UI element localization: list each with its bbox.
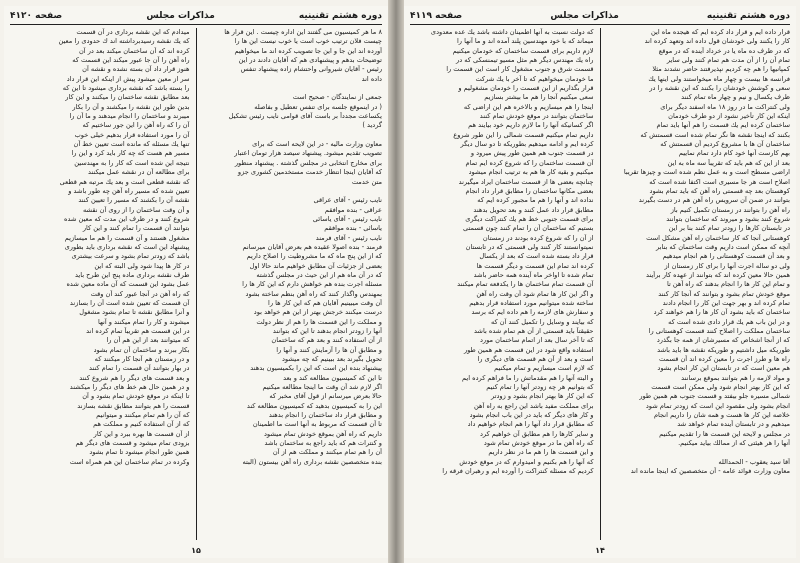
text-line: حقيقتاً بايد قسمتى از آن هم تمام شده باشد [473, 327, 594, 335]
text-line: بعضى از جزئيات آن مطابق خواهيم ماند حالا اول [249, 261, 382, 270]
text-line: آن قسمت كه تعيين شده است آن را بسازند [69, 298, 190, 307]
text-line: تنها يك مسئله كه مانده است تعيين خط آن [73, 140, 190, 149]
text-line [203, 84, 383, 93]
left-page-footer-number: ۱۵ [191, 546, 201, 555]
text-line: كه تا آخر سال بعد از اتمام ساختمان مورد [479, 336, 594, 345]
text-line: پيشنهاد اين است كه نقشه بردارى بايد بطورى [64, 242, 190, 251]
text-line [203, 187, 383, 196]
text-line: و آن وقت ساختمان را از روى آن نقشه [82, 205, 190, 214]
text-line: داريم تمام ميكنيم قسمت شمالى را اين طور شروع [453, 130, 594, 139]
text-line: درست ميكنند خرجش بهتر از اين هم خواهد بود [253, 308, 382, 317]
text-line: لازم داريم براى قسمت ساختمان كه خودمان ميكنيم [452, 46, 594, 55]
text-line: كه از اين پنج ماه كه ما مشروطيت را اصلاح داريم [246, 252, 382, 261]
text-line: اراضى مسطح است و به عمل نظم شده است و چيزها تقريبا [623, 168, 790, 177]
text-line: در اين قسمت هم تقريباً تمام كرده اند [86, 327, 190, 335]
text-line: كه ميتوانند بعد از اين هم آن را [106, 336, 190, 345]
text-line: و در زمستان هم آنجا كار ميكنند كه [94, 355, 190, 364]
text-line: تا اين كه كميسيون مطالعه كند و بعد [283, 373, 382, 382]
text-line: نايب رئيس - آقاى فرمند [315, 233, 382, 242]
text-line: در تابستان كارها را زودتر تمام كنند بنا بر اين [668, 224, 790, 233]
text-line: از آن را كه شروع كرده بودند در زمستان [482, 233, 594, 242]
text-line: تعيين شده كه مسير راه آهن چه طور باشد و [68, 186, 190, 195]
text-line: نداده اند و آنها را هم ما مجبور كرده ايم كه [477, 196, 594, 205]
text-line: پيشنهاد بنده اين است كه اين را بكميسيون بدهند [250, 364, 382, 373]
text-line: تا آن قسمت كه مربوط به آنها است ما اطمينان [252, 420, 382, 429]
text-line: راه آهن را آن جا عبور ميكند اين قسمت كه [72, 56, 190, 65]
text-line: نايب رئيس - آقاى ياسائى [312, 214, 382, 223]
right-header-center: مذاكرات مجلس [550, 11, 619, 21]
column-divider [600, 28, 601, 540]
text-line: آورده اند اين جا و اين جا تصويب كرده اند ما ميخواهيم [234, 46, 382, 55]
text-line: ميدادم كه اين نقشه بردارى در آن قسمت [76, 28, 190, 36]
text-line: در قسمت جنوب هم همين طور پيش ميرود و [470, 149, 594, 158]
text-line: باشد كه زودتر تمام بشود و سرعت بيشترى [71, 252, 190, 261]
text-line: جمعى از نمايندگان - صحيح است [292, 93, 382, 102]
text-line: ساختمان كرده ايم يك قسمت را هم آنها بايد تمام [656, 121, 790, 130]
text-line: آن را هم تمام ميكنند و مملكت هم از آن [272, 448, 382, 457]
text-line: ميكنيم و بقيه كار ها هم به ترتيب انجام ميشود [468, 168, 594, 177]
text-line: شروع كنند بشود و ميروند كه ساختمان بتوانند [666, 214, 790, 223]
text-line: آن قسمت تمام ساختمان ها را يكدفعه تمام ميكنند [457, 280, 594, 289]
text-line: چنانچه بعضى ها از قسمت ساختمان ايراد ميگيرند [458, 177, 594, 186]
text-line: كه يك نقشه رسيدبرداشته اند ك حدودى را معين [58, 37, 190, 46]
text-line: ۸ ما هر كميسيون مى گفتند اين اداره چيست . اين قرار ها [224, 28, 382, 36]
text-line: و مطابق قرار داد ساختمان را انجام بدهند [268, 411, 382, 420]
text-line: بهم كارست آنها خود كام دارد تمام نماييم [678, 149, 790, 158]
text-line: قرار داد بسته شده است كه بعد از يكسال [479, 252, 594, 261]
text-line: و در همين حال هم خط هاى ديگر را ميكشند [69, 383, 190, 392]
text-line: در مجلس و لايحه اين قسمت ها را تقديم ميكنيم [659, 429, 790, 438]
text-line: قسمت شرق و جنوب مشغول كار است اين قسمت را [446, 65, 594, 74]
text-line: تمام كرده اند و بهر جهت اين كار را انجام دادند [662, 298, 790, 307]
left-page-header [10, 8, 382, 25]
text-line: ساختمان بتوانند در موقع خودش تمام كنند [479, 112, 594, 121]
book-gutter [388, 0, 404, 563]
text-line: طوريكه ميل داشتيم و طوريكه نقشه ها بايد باشد [657, 345, 790, 354]
text-line: شروع كنند و در ظرف اين مدت كه معين شده [64, 214, 190, 223]
left-page-column-left [10, 28, 190, 540]
text-line: بمهندس واگذار كنند كه راه آهن بنظم ساخته بشود [245, 289, 382, 298]
text-line: و در اين باب هم يك قرار دادى شده است كه [668, 317, 790, 326]
text-line: سعى و كوشش خودشان را بكنند كه اين نقشه را در [649, 84, 790, 93]
text-line: و تمام اين كار ها را انجام بدهند كه راه آهن تا [666, 280, 790, 289]
text-line: كه نقشه قطعى است و بعد يك مرتبه هم قطعى [59, 177, 190, 186]
text-line: كه در ظرف ده ماه يا در خرداد آينده كه در موقع [658, 46, 790, 55]
text-line: كرديم كه مسئله كنتراكت را آورده ايم و رهبران فرقه را [442, 467, 594, 476]
text-line: كه اين كار بهتر انجام شود ولى ممكن است قسمت [651, 383, 790, 392]
text-line: نايب رئيس - آقاى عراقى [313, 196, 382, 205]
text-line: بكنند كه اينجا نقشه ها نگر تمام شده است قسمتش كه [640, 130, 790, 139]
text-line: بستيم كه ساختمان آن را تمام كنند چون قسمتى [463, 224, 594, 233]
text-line: مسئله اجرت بنده هم خواهش دارم كه اين كار ها را [242, 280, 382, 289]
text-line: ميشوند و كار را تمام ميكنند و آنها [97, 317, 190, 326]
text-line: آن قسمت ساختمان را كه شروع كرده ايم تمام [465, 158, 594, 167]
text-line: و آنرا مطابق نقشه تا تمام بشود مشغول [79, 308, 190, 317]
text-line: تصويب تقديم ميشود. پيشنهاد سيصد هزار تومان اعتبار [234, 149, 382, 158]
text-line: براى مطالعه آن در نقشه عمل ميكنند [88, 168, 190, 177]
text-line: و البته آنها را هم مقدماتش را ما فراهم كرده ايم [462, 373, 594, 382]
text-line [203, 131, 383, 140]
text-line: نميتوانستند كار كنند ولى قسمتى كه در تابستان [465, 242, 594, 251]
text-line: موقع خودش تمام بشود و بتوانند كه آنجا كار كنند [658, 289, 790, 298]
text-line: قرار بگذاريم از اين قسمت را خودمان مشغوليم و [458, 84, 594, 93]
text-line: بعد مطابق نقشه ساختمان را ميكنند و اين كار [65, 93, 190, 102]
text-line: وكرده در تمام ساختمان اين هم همراه است [69, 457, 190, 466]
text-line: و مواد لازمه را هم بتوانند بموقع برسانند [681, 373, 790, 382]
text-line: سعى ميكنيم آنجا را هم ما بيشتر بسازيم [484, 93, 594, 102]
text-line: كه مطابق قرار داد آنها را هم انجام خواهيم داد [467, 420, 594, 429]
text-line: كه بتوانيم هر چه زودتر آنها را تمام كنيم [486, 383, 594, 392]
left-page-column-right [203, 28, 383, 540]
text-line: ياسائى - بنده موافقم [324, 224, 382, 233]
right-page [404, 6, 796, 558]
text-line: بنده متخصصين نقشه بردارى راه آهن بيستون (البته [242, 457, 382, 466]
text-line: راه آهن را بتوانند در زمستان تكميل كنيم باز [670, 205, 790, 214]
text-line: راه يك مهندس ديگر هم مثل مسيو تيمنسكى كه در [456, 56, 594, 65]
right-page-column-left [410, 28, 594, 540]
right-page-columns [410, 28, 790, 540]
text-line: كرده ايم و ادامه ميدهيم بطوريكه تا دو سال ديگر [460, 140, 594, 149]
text-line: و سفارش هاى لازمه را هم داده ايم كه برسد [471, 308, 594, 317]
text-line [607, 448, 791, 457]
text-line: طرف نقشه بردارى ماده پنج اين طرح بايد [74, 270, 190, 279]
text-line: در كار ها پيدا شود ولى البته كه اين [94, 261, 190, 270]
text-line: كوهستانى آنجا كه كار ساختمان راه آهن مشكل است [646, 233, 790, 242]
text-line: ولى كنتراكت ما در روز ۱۸ ماه اسفند ديگر براى [660, 102, 790, 111]
right-page-header [410, 8, 790, 25]
text-line: اگر لازم شد آن وقت ما اينجا مطالعه ميكنيم [262, 383, 382, 392]
text-line: كه راه آهن ما در موقع خودش تمام شود [483, 439, 594, 448]
text-line: نتيجه اين شده است كه كار را به مهندسين [74, 158, 190, 167]
text-line: راه ها و طرز اجرت را معين كرده اند آن قسمت [659, 355, 790, 364]
text-line: تحويل بگيرند بعد ببينيم كه چه ميشود [282, 355, 382, 364]
right-header-right: دوره هشتم تقنينيه [706, 11, 790, 21]
text-line: بزودى تمام ميشود و قسمت هاى ديگر هم [75, 439, 190, 448]
text-line: اصلاح است هر جا مسيرى است اكتفا شده است كه [649, 177, 790, 186]
text-line: ساختمان كه بايد بشود آن كار ها را هم خواهند كرد [653, 308, 790, 317]
text-line: بعد از اين كه هم بايد كه تقريباً سه ماه به اين [667, 158, 790, 167]
right-page-column-right [607, 28, 791, 540]
text-line: ساختمان آن ها با مشروع كرديم آن قسمتش كه [660, 140, 790, 149]
text-line: در بهار بتوانند آن قسمت را تمام كنند [88, 364, 190, 373]
text-line: و اگر اين كار ها تمام شود آن وقت راه آهن [476, 289, 594, 298]
text-line: چيست فلان ترتيب خوب است يا خوب نيست اين ها را [234, 37, 382, 46]
text-line: كه آن را هم تمام ميكنند و ميتوانيم [96, 411, 190, 420]
text-line: آقا سيد يعقوب - الحمدالله [718, 457, 790, 466]
text-line: است و بعد از آن هم قسمت هاى ديگرى را [477, 355, 594, 364]
text-line: استفاده واقع شود در اين قسمت هم همين طور [463, 345, 594, 354]
text-line: حالا بعرض ميرسانم از قول آقاى مخبر كه [269, 392, 382, 401]
text-line: تمام آن را از آن مدت هم تمام كنند ولى ساير [666, 56, 790, 65]
text-line: آن وقت ميبينيم آقايان هم كه اين كار ها را [268, 298, 382, 307]
text-line: اگر كسانيكه آنها را ما لازم داريم خود بيايند هم [468, 121, 594, 130]
left-header-right: دوره هشتم تقنينيه [298, 11, 382, 21]
text-line: كه آقايان اينجا انتظار خدمت مستخدمين كشورى جزو [237, 168, 382, 177]
text-line: ما خودمان ميخواهيم كه تا آخر با يك شركت [475, 74, 594, 83]
text-line: بتوانند در ضمن آن سرويس راه آهن هم در دست بگيرند [638, 196, 790, 205]
text-line: و مملكت را اين قسمت ها را هم از نظر دولت [256, 317, 382, 326]
text-line: نقشه آن را بكشند كه مسير را تعيين كنند [78, 196, 190, 205]
text-line: فرانسه ها بيست و چهار ماه ميخواستند ولى اينها يك [648, 74, 790, 83]
text-line: از آن استفاده كنند و بعد هم كه ساختمان [271, 336, 382, 345]
text-line: بعضى مكانها ساختمان را مطابق قرار داد انجام [465, 186, 594, 195]
text-line: براى مملكت مفيد باشد اين راجع به راه آهن [474, 401, 594, 410]
text-line: بدين طور اين نقشه را ميكشند و آن را بكار [72, 102, 190, 111]
text-line: ( در اينموقع جلسه براى تنفس تعطيل و بفاصله [254, 102, 382, 111]
text-line: كه در آن ماه هم از اين حيث در مجلس گذشته [256, 270, 382, 279]
text-line: از آن قسمت ها بهره ببرد و اين كار [93, 429, 190, 438]
text-line: اين را به كميسيون بدهيد كه كميسيون مطالعه كند [246, 401, 382, 410]
text-line: اينجا را هم ميسازيم و بالاخره هم اين اراضى كه [463, 102, 594, 111]
text-line: كه اين كار ها بهتر انجام بشود و زودتر [491, 392, 594, 401]
right-page-footer-number: ۱۴ [595, 546, 605, 555]
text-line: آن را كه راه آهن را اين جور ساختيم كه [82, 121, 190, 130]
text-line: كه آنها را هم بكنيم و اميدوارم كه در موقع خودش [459, 457, 594, 466]
text-line: كه بيايند و وسايل را تكميل كنند آن كه [490, 317, 594, 326]
text-line: گرديد ) [362, 121, 382, 130]
text-line: عمل بشود اين قسمت كه آن ماده معين شده [66, 280, 190, 289]
text-line: قسمت را هم بتوانند مطابق نقشه بسازند [77, 401, 190, 410]
text-line: هم معين است كه در تابستان اين كار انجام بشود [657, 364, 790, 373]
text-line: داريم كه راه آهن بموقع خودش تمام ميشود [264, 429, 382, 438]
text-line: داده اند [361, 74, 382, 83]
text-line: و كار هاى ديگر كه بايد در اين باب انجام بشود [469, 411, 594, 420]
text-line: انجام بشود ولى مقصود اين است كه زودتر تمام شود [645, 401, 790, 410]
text-line: كار را يكنند ولى خودشان قول داده اند وتعهد كرده اند [644, 37, 790, 46]
column-divider [196, 28, 197, 540]
text-line: كه دولت نسبت به آنها اطمينان داشته باشد يك عده معدودى [430, 28, 594, 36]
text-line: كرده اند تمام اين قسمت و ديگر قسمت ها [476, 261, 594, 270]
left-page [4, 6, 388, 558]
left-header-center: مذاكرات مجلس [146, 11, 215, 21]
text-line: ساخته شده ميتوانيم مورد استفاده قرار بدهيم [469, 298, 594, 307]
text-line: را بسته باشد كه نقشه بردارى ميشود تا اين كه [62, 84, 190, 93]
text-line: تا اينكه در موقع خودش تمام بشود و آن [82, 392, 190, 401]
text-line: كه راه آهن در آنجا عبور كند آن وقت [90, 289, 190, 298]
text-line: كمپانيها را هم چه كرديم نپذيرفتند حاضر نشدند مثلا [652, 65, 790, 74]
text-line: ساختمان مملكت را اصلاح كنند قسمت كوهستانى را [648, 327, 790, 335]
left-header-page-number: صفحه ۴۱۲۰ [10, 11, 63, 21]
text-line: شمالى مسيره جلو بيفتد و قسمت جنوب هم همين طور [639, 392, 790, 401]
text-line: مشغول هستند و آن قسمت را هم ما ميسازيم [64, 233, 190, 242]
text-line: آنها را هر هيئتى كه از ممالك بيايد ميكنيم. [678, 439, 790, 448]
text-line: و اين قسمت ها را هم ما در نظر داريم [488, 448, 594, 457]
text-line: و ساير كارها را هم مطابق آن خواهيم كرد [479, 429, 594, 438]
text-line: قرار داده ايم و قرار داد كرده ايم كه هيجده ماه اين [651, 28, 790, 36]
text-line: عراقى - بنده موافقم [324, 205, 382, 214]
text-line: همين حالا معين كرده اند كه بتوانند از عهده كار برآيند [646, 270, 790, 279]
text-line: آنچه كه ممكن است داريم وقت ساختمان كه بنابر [656, 242, 790, 251]
text-line: و بعد قسمت هاى ديگر را هم شروع كنند [79, 373, 190, 382]
text-line: ظرف يكسال و نيم و چهار ماه تمام كنند [681, 93, 790, 102]
left-page-columns [10, 28, 382, 540]
text-line: ولى دو ساله اجرت آنها را براى كار زمستان از [664, 261, 790, 270]
text-line: ميبرند و ساختمان را انجام ميدهند و ما آن را [69, 112, 190, 121]
text-line: و مطابق آن ها را آزمايش كنند و آنها را [276, 345, 382, 354]
text-line: كه از آن استفاده كنيم و مملكت هم [93, 420, 190, 429]
text-line: فرمند - بنده اصولا عقيده هم بعرض آقايان ميرسانم [242, 242, 382, 251]
text-line: تمام شده تا اواخر ماه آينده همه حاضر باشد [473, 270, 594, 279]
text-line: بكار ببرند و ساختمان آن تمام بشود [93, 345, 190, 354]
text-line: معاون وزارت ماليه - در اين لايحه است كه براى [252, 140, 382, 149]
text-line: رئيس - آقايان شيروانى واحتشام زاده پيشنهاد تنفس [240, 65, 382, 74]
text-line: كه از آنجا اشخاص كه مسيرشان از همه جا بگذرد [656, 336, 790, 345]
text-line: آنها را زودتر انجام بدهند تا اين كه بتوانند [272, 327, 382, 335]
text-line: يكساعت مجدداً بر باست آقاى قوامى نايب رئيس تشكيل [228, 112, 382, 121]
text-line: همين طور انجام ميشود تا تمام بشود [89, 448, 190, 457]
text-line: كرده اند كه آن ساختمان ميكند بعد در آن [78, 46, 190, 55]
text-line: ميدهيم و در تابستان آينده تمام خواهد شد [677, 420, 790, 429]
text-line: توضيحات بدهم و پيشنهادى هم كه آقايان دادند در اين [238, 56, 382, 65]
text-line: براى مخارج انتخابى در مجلس گذشته . پيشنهاد منظور [234, 158, 382, 167]
text-line: هنوز قرار داد آن بسته نشده و نقشه آن [82, 65, 190, 74]
text-line: و كنترات هم كه بايد راجع به ساختمان باشد [264, 439, 382, 448]
text-line: آن را مورد استفاده قرار بدهيم خيلى خوب [74, 130, 190, 139]
text-line: اينكه اين كار تأخير نشود از دو طرف خودمان [668, 112, 790, 121]
text-line: كوهستان بعد چه قسمتى راه آهن كه بايد تمام بشود [649, 186, 790, 195]
text-line: كه لازم است ميسازيم و تمام ميكنيم [494, 364, 594, 373]
text-line: و بعد آن قسمت كوهستانى را هم انجام ميدهيم [662, 252, 790, 261]
right-header-page-number: صفحه ۴۱۱۹ [410, 11, 463, 21]
text-line: بتوانند آن قسمت را تمام كنند و اين كار [82, 224, 190, 233]
text-line: معاون وزارت فوائد عامه - آن متخصصين كه اينجا مانده اند [630, 467, 790, 476]
text-line: مسير هم هست كه چه كار بايد كرد و اين را [71, 149, 190, 158]
text-line: ميماند كه با خود مهندسين پلند آمده اند و ما آنها را [456, 37, 594, 46]
text-line: سر از معين ميشود پيش از اينكه اين قرار داد [66, 74, 190, 83]
text-line: براى قسمت جنوبى خط هم يك كنتراكت ديگرى [465, 214, 594, 223]
text-line: خلاصه اين كار ها هست و همه شان را داريم انجام [653, 411, 790, 420]
text-line: مطابق قرار داد عمل كنند و بعد تحويل بدهند [473, 205, 594, 214]
text-line: متن خدمت [351, 177, 382, 186]
